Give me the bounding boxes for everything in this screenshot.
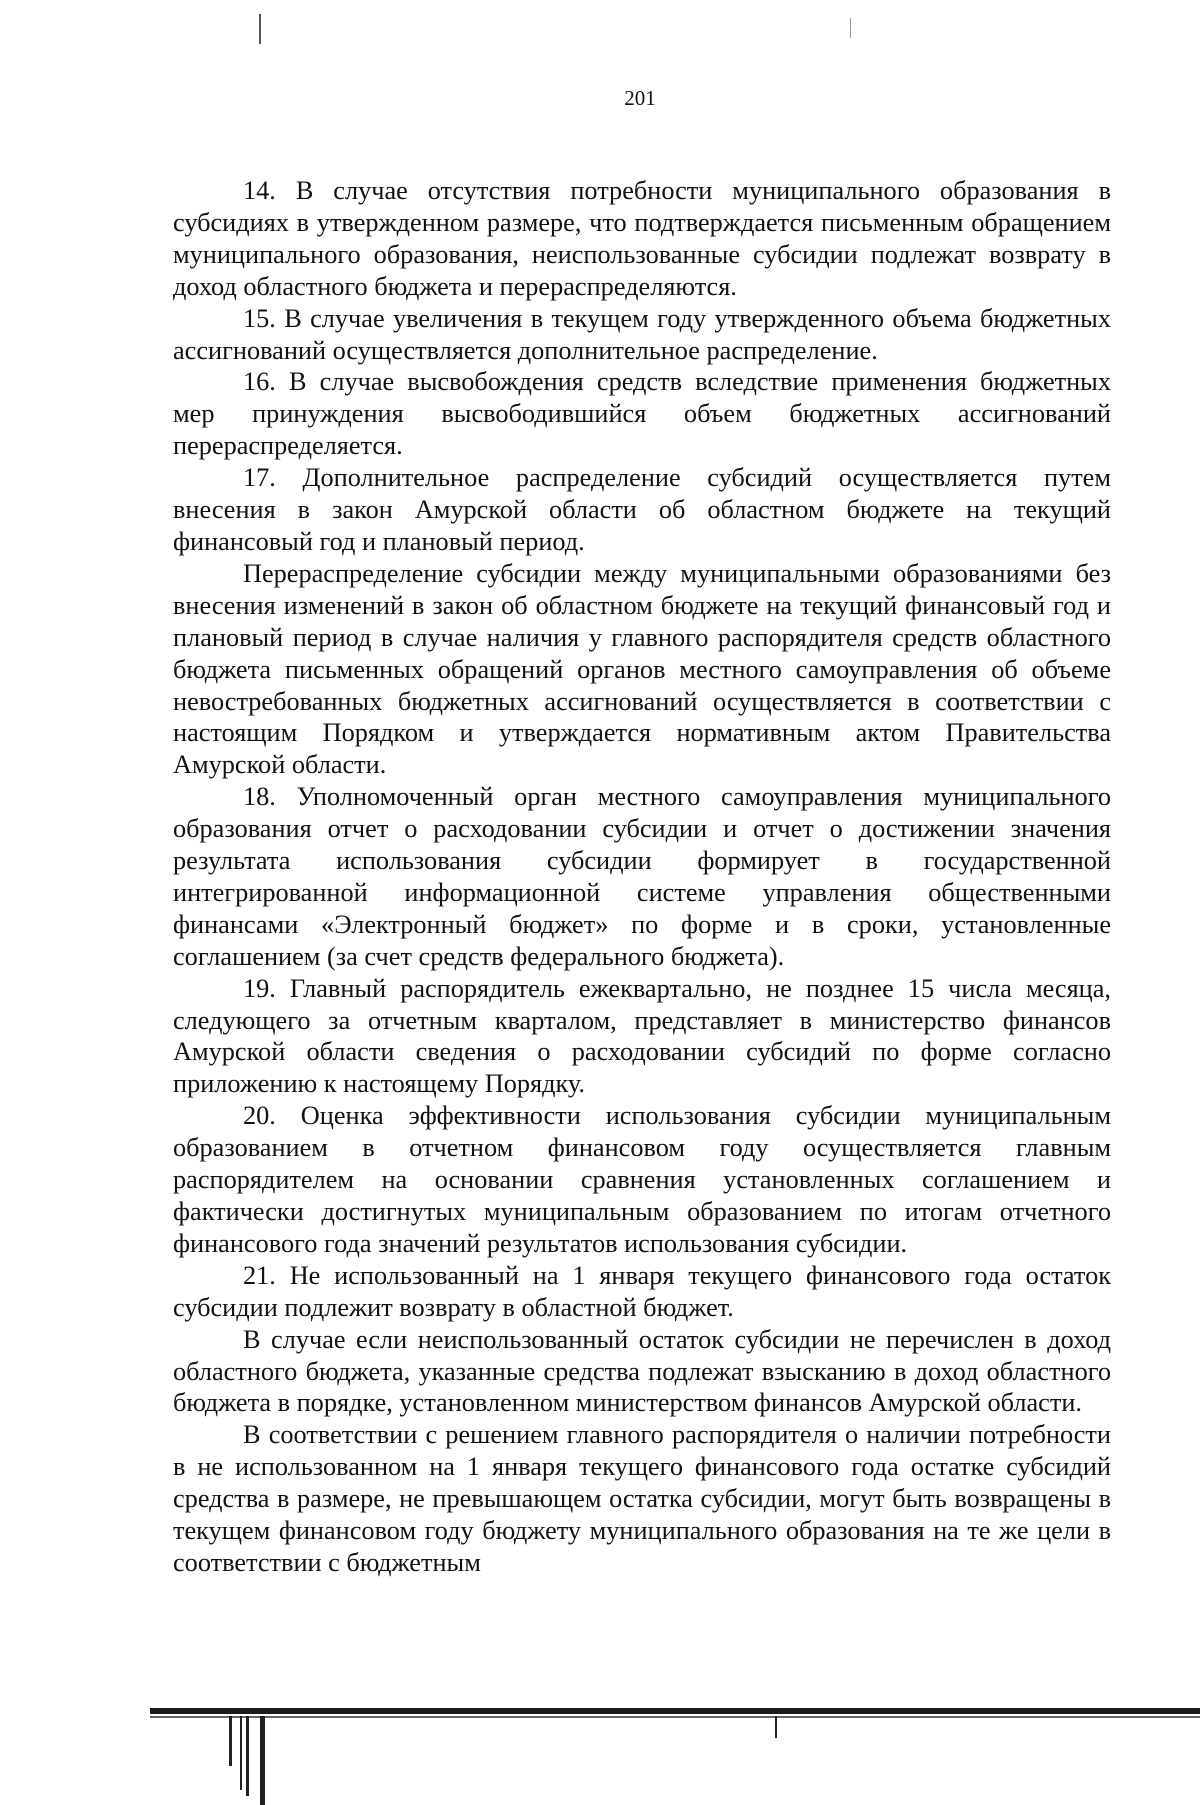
scan-tick: [260, 1716, 265, 1805]
scan-artifact-right: [850, 18, 851, 38]
paragraph-17: 17. Дополнительное распределение субсидий осуществляется путем внесения в закон Амурской области об областном бюджете на текущий финансовый год и плановый период.: [173, 463, 1111, 556]
paragraph-19: 19. Главный распорядитель ежеквартально, не позднее 15 числа месяца, следующего за отчетным кварталом, представляет в министерство финансов Амурской области сведения о расходовании субсидий по форме согласно приложению к настоящему Порядку.: [173, 973, 1111, 1099]
paragraph-21-return: В соответствии с решением главного распорядителя о наличии потребности в не использованном на 1 января текущего финансового года остатке субсидий средства в размере, не превышающем остатка субсидии, могут быть возвращены в текущем финансовом году бюджету муниципального образования на те же цели в соответствии с бюджетным: [173, 1420, 1111, 1577]
paragraph-21: 21. Не использованный на 1 января текущего финансового года остаток субсидии подлежит возврату в областной бюджет.: [173, 1260, 1111, 1322]
page-number: 201: [624, 86, 656, 110]
scan-tick: [246, 1716, 249, 1796]
paragraph-14: 14. В случае отсутствия потребности муниципального образования в субсидиях в утвержденном размере, что подтверждается письменным обращением муниципального образования, неиспользованные субсидии подлежат возврату в доход областного бюджета и перераспределяются.: [173, 176, 1111, 301]
paragraph-20: 20. Оценка эффективности использования субсидии муниципальным образованием в отчетном финансовом году осуществляется главным распорядителем на основании сравнения установленных соглашением и фактически достигнутых муниципальным образованием по итогам отчетного финансового года значений результатов использования субсидии.: [173, 1101, 1111, 1258]
scan-tick: [229, 1716, 232, 1766]
scan-bottom-edge: [150, 1708, 1200, 1714]
scan-tick: [240, 1716, 242, 1790]
paragraph-17-redistribution: Перераспределение субсидии между муниципальными образованиями без внесения изменений в закон об областном бюджете на текущий финансовый год и плановый период в случае наличия у главного распорядителя средств областного бюджета письменных обращений органов местного самоуправления об объеме невостребованных бюджетных ассигнований осуществляется в соответствии с настоящим Порядком и утверждается нормативным актом Правительства Амурской области.: [173, 558, 1111, 780]
paragraph-15: 15. В случае увеличения в текущем году утвержденного объема бюджетных ассигнований осуществляется дополнительное распределение.: [173, 303, 1111, 365]
paragraph-16: 16. В случае высвобождения средств вследствие применения бюджетных мер принуждения высвободившийся объем бюджетных ассигнований перераспределяется.: [173, 367, 1111, 461]
scan-artifact-left: [259, 14, 261, 44]
document-body: [173, 175, 1111, 1579]
paragraph-21-recovery: В случае если неиспользованный остаток субсидии не перечислен в доход областного бюджета, указанные средства подлежат взысканию в доход областного бюджета в порядке, установленном министерством финансов Амурской области.: [173, 1324, 1111, 1418]
paragraph-18: 18. Уполномоченный орган местного самоуправления муниципального образования отчет о расходовании субсидии и отчет о достижении значения результата использования субсидии формирует в государственной интегрированной информационной системе управления общественными финансами «Электронный бюджет» по форме и в сроки, установленные соглашением (за счет средств федерального бюджета).: [173, 782, 1111, 971]
scan-tick: [775, 1716, 777, 1738]
scan-bottom-edge-thin: [150, 1716, 1200, 1718]
